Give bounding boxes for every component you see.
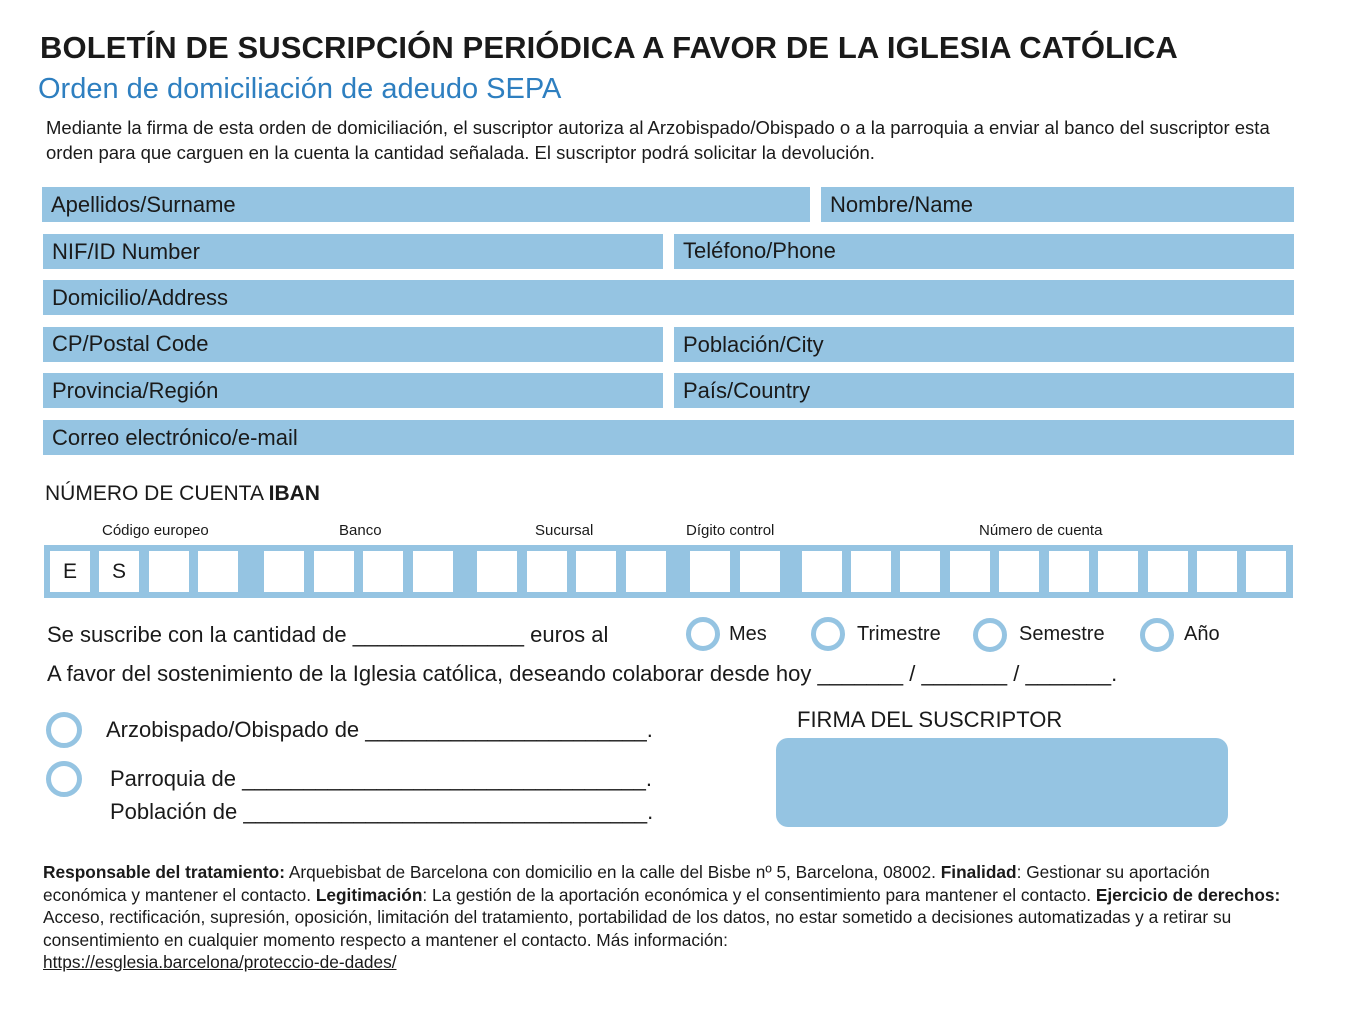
period-quarter-radio[interactable] xyxy=(811,617,845,651)
iban-label-european-code: Código europeo xyxy=(102,522,209,539)
iban-cell[interactable] xyxy=(477,551,517,592)
region-field[interactable]: Provincia/Región xyxy=(43,373,663,408)
legal-rights-text: Acceso, rectificación, supresión, oposición, limitación del tratamiento, portabilidad de los datos, no estar sometido a decisiones automatizadas y a retirar su consentimiento en cualquier momento respecto a mantener el contacto. Más información: xyxy=(43,907,1232,950)
email-field[interactable]: Correo electrónico/e-mail xyxy=(43,420,1294,455)
phone-field[interactable]: Teléfono/Phone xyxy=(674,234,1294,269)
name-field[interactable]: Nombre/Name xyxy=(821,187,1294,222)
iban-label-bank: Banco xyxy=(339,522,382,539)
iban-cell[interactable]: S xyxy=(99,551,139,592)
city-field[interactable]: Población/City xyxy=(674,327,1294,362)
iban-cell[interactable] xyxy=(576,551,616,592)
iban-cell[interactable]: E xyxy=(50,551,90,592)
address-field[interactable]: Domicilio/Address xyxy=(43,280,1294,315)
postal-code-field[interactable]: CP/Postal Code xyxy=(43,327,663,362)
legal-responsible-label: Responsable del tratamiento: xyxy=(43,862,285,882)
iban-cell[interactable] xyxy=(198,551,238,592)
iban-cell[interactable] xyxy=(363,551,403,592)
iban-cell[interactable] xyxy=(626,551,666,592)
archdiocese-line[interactable]: Arzobispado/Obispado de _______________________. xyxy=(106,717,653,742)
privacy-notice xyxy=(43,861,1283,974)
iban-cell[interactable] xyxy=(314,551,354,592)
country-field[interactable]: País/Country xyxy=(674,373,1294,408)
legal-legitimation-label: Legitimación xyxy=(315,884,423,905)
iban-cell[interactable] xyxy=(149,551,189,592)
surname-field[interactable]: Apellidos/Surname xyxy=(42,187,810,222)
period-year-label: Año xyxy=(1184,623,1220,645)
form-title: BOLETÍN DE SUSCRIPCIÓN PERIÓDICA A FAVOR DE LA IGLESIA CATÓLICA xyxy=(40,30,1178,65)
iban-cell[interactable] xyxy=(1197,551,1237,592)
nif-field[interactable]: NIF/ID Number xyxy=(43,234,663,269)
intro-paragraph: Mediante la firma de esta orden de domiciliación, el suscriptor autoriza al Arzobispado/Obispado o a la parroquia a enviar al banco del suscriptor esta orden para que carguen en la cuenta la cantidad señalada. El suscriptor podrá solicitar la devolución. xyxy=(46,117,1270,163)
iban-cell[interactable] xyxy=(264,551,304,592)
iban-cell[interactable] xyxy=(413,551,453,592)
iban-cell[interactable] xyxy=(999,551,1039,592)
iban-label-account-number: Número de cuenta xyxy=(979,522,1103,539)
iban-heading xyxy=(45,482,320,506)
iban-cell[interactable] xyxy=(690,551,730,592)
iban-cell[interactable] xyxy=(950,551,990,592)
iban-cell[interactable] xyxy=(527,551,567,592)
iban-cell[interactable] xyxy=(740,551,780,592)
period-month-label: Mes xyxy=(729,623,767,645)
form-subtitle: Orden de domiciliación de adeudo SEPA xyxy=(38,73,562,105)
period-semester-label: Semestre xyxy=(1019,623,1105,645)
start-date-line[interactable]: A favor del sostenimiento de la Iglesia católica, deseando colaborar desde hoy _______ / _______ / _______. xyxy=(47,661,1118,686)
iban-label-check-digit: Dígito control xyxy=(686,522,775,539)
iban-heading-prefix: NÚMERO DE CUENTA xyxy=(45,482,269,505)
archdiocese-radio[interactable] xyxy=(46,712,82,748)
iban-cell[interactable] xyxy=(1246,551,1286,592)
period-month-radio[interactable] xyxy=(686,617,720,651)
period-quarter-label: Trimestre xyxy=(857,623,941,645)
legal-rights-label: Ejercicio de derechos: xyxy=(1095,884,1281,905)
iban-heading-bold: IBAN xyxy=(268,482,320,505)
legal-legitimation-text: : La gestión de la aportación económica y el consentimiento para mantener el contacto. xyxy=(422,884,1096,905)
iban-label-branch: Sucursal xyxy=(535,522,594,539)
parish-radio[interactable] xyxy=(46,761,82,797)
legal-purpose-label: Finalidad xyxy=(940,862,1017,882)
town-line[interactable]: Población de _________________________________. xyxy=(110,799,654,824)
signature-label: FIRMA DEL SUSCRIPTOR xyxy=(797,707,1063,732)
iban-cell[interactable] xyxy=(1148,551,1188,592)
period-year-radio[interactable] xyxy=(1140,618,1174,652)
legal-purpose-text: : Gestionar su aportación económica y mantener el contacto. xyxy=(43,862,1210,905)
iban-cell[interactable] xyxy=(802,551,842,592)
signature-box[interactable] xyxy=(776,738,1228,827)
privacy-policy-link[interactable]: https://esglesia.barcelona/proteccio-de-dades/ xyxy=(43,952,397,972)
iban-cell[interactable] xyxy=(900,551,940,592)
iban-cell[interactable] xyxy=(1049,551,1089,592)
legal-responsible-text: Arquebisbat de Barcelona con domicilio en la calle del Bisbe nº 5, Barcelona, 08002. xyxy=(285,862,941,882)
parish-line[interactable]: Parroquia de _________________________________. xyxy=(110,766,652,791)
amount-line[interactable]: Se suscribe con la cantidad de ______________ euros al xyxy=(47,622,609,647)
iban-cell[interactable] xyxy=(851,551,891,592)
iban-cell[interactable] xyxy=(1098,551,1138,592)
period-semester-radio[interactable] xyxy=(973,618,1007,652)
